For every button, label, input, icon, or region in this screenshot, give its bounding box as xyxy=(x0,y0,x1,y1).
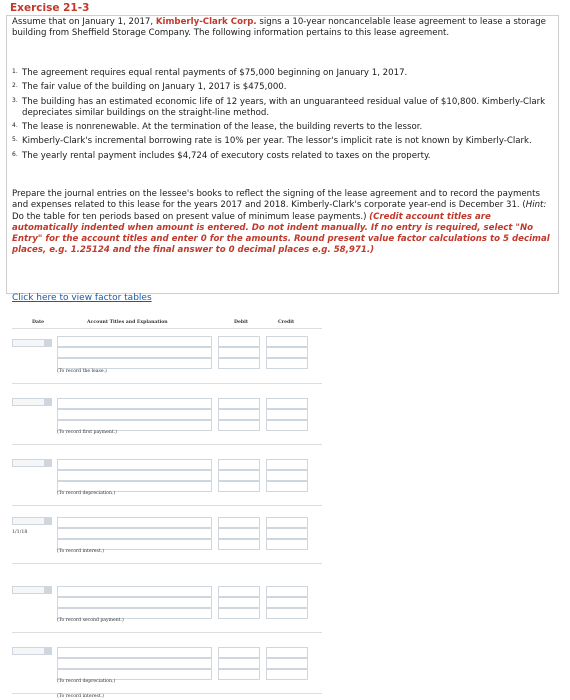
debit-input[interactable] xyxy=(218,586,260,597)
entry-note: (To record second payment.) xyxy=(57,618,124,623)
entry-note: (To record interest.) xyxy=(57,694,104,699)
account-title-input[interactable] xyxy=(57,528,212,539)
company-name: Kimberly-Clark Corp. xyxy=(155,17,257,27)
debit-input[interactable] xyxy=(218,539,260,550)
row-divider xyxy=(12,563,322,564)
debit-input[interactable] xyxy=(218,347,260,358)
row-divider xyxy=(12,505,322,506)
chevron-down-icon xyxy=(44,460,51,466)
debit-input[interactable] xyxy=(218,647,260,658)
account-title-input[interactable] xyxy=(57,336,212,347)
row-divider xyxy=(12,383,322,384)
account-title-input[interactable] xyxy=(57,517,212,528)
credit-input[interactable] xyxy=(266,658,308,669)
list-item: 5. Kimberly-Clark's incremental borrowing rate is 10% per year. The lessor's implicit rate is not known by Kimberly-Clark. xyxy=(12,136,532,147)
row-divider xyxy=(12,444,322,445)
list-item: 3. The building has an estimated economic life of 12 years, with an unguaranteed residual value of $10,800. Kimberly-Clark depreciates similar buildings on the straight-line method. xyxy=(12,96,546,118)
account-title-input[interactable] xyxy=(57,358,212,369)
list-item: 1. The agreement requires equal rental payments of $75,000 beginning on January 1, 2017. xyxy=(12,68,408,78)
credit-input[interactable] xyxy=(266,347,308,358)
account-title-input[interactable] xyxy=(57,398,212,409)
debit-input[interactable] xyxy=(218,528,260,539)
debit-input[interactable] xyxy=(218,597,260,608)
account-title-input[interactable] xyxy=(57,597,212,608)
date-select[interactable] xyxy=(12,647,52,655)
debit-input[interactable] xyxy=(218,658,260,669)
debit-input[interactable] xyxy=(218,669,260,680)
chevron-down-icon xyxy=(44,518,51,524)
date-select[interactable] xyxy=(12,586,52,594)
intro-part2: signs a 10-year noncancelable lease agreement to lease a storage building from Sheffield Storage Company. The following information pertains to this lease agreement. xyxy=(12,17,546,39)
credit-input[interactable] xyxy=(266,528,308,539)
account-title-input[interactable] xyxy=(57,647,212,658)
account-title-input[interactable] xyxy=(57,409,212,420)
debit-input[interactable] xyxy=(218,358,260,369)
exercise-title: Exercise 21-3 xyxy=(10,2,90,14)
debit-input[interactable] xyxy=(218,459,260,470)
credit-input[interactable] xyxy=(266,420,308,431)
debit-input[interactable] xyxy=(218,398,260,409)
entry-note: (To record interest.) xyxy=(57,549,104,554)
factor-tables-link[interactable]: Click here to view factor tables xyxy=(12,293,152,303)
header-divider xyxy=(12,328,322,329)
row-divider xyxy=(12,632,322,633)
entry-note: (To record first payment.) xyxy=(57,430,117,435)
debit-input[interactable] xyxy=(218,608,260,619)
entry-note: (To record the lease.) xyxy=(57,369,107,374)
account-title-input[interactable] xyxy=(57,459,212,470)
credit-input[interactable] xyxy=(266,647,308,658)
account-title-input[interactable] xyxy=(57,347,212,358)
credit-input[interactable] xyxy=(266,481,308,492)
header-account: Account Titles and Explanation xyxy=(87,320,168,325)
credit-input[interactable] xyxy=(266,539,308,550)
debit-input[interactable] xyxy=(218,517,260,528)
credit-input[interactable] xyxy=(266,336,308,347)
date-label: 1/1/18 xyxy=(12,530,28,535)
credit-input[interactable] xyxy=(266,398,308,409)
intro-text xyxy=(12,17,552,40)
header-date: Date xyxy=(32,320,45,325)
lease-info-list xyxy=(12,68,557,165)
debit-input[interactable] xyxy=(218,420,260,431)
list-item: 6. The yearly rental payment includes $4,724 of executory costs related to taxes on the property. xyxy=(12,150,431,161)
debit-input[interactable] xyxy=(218,409,260,420)
credit-input[interactable] xyxy=(266,669,308,680)
hint-label: Hint: xyxy=(525,200,547,211)
credit-input[interactable] xyxy=(266,586,308,597)
credit-input[interactable] xyxy=(266,608,308,619)
debit-input[interactable] xyxy=(218,470,260,481)
credit-input[interactable] xyxy=(266,358,308,369)
date-select[interactable] xyxy=(12,517,52,525)
chevron-down-icon xyxy=(44,399,51,405)
instructions-red: (Credit account titles are automatically indented when amount is entered. Do not indent manually. If no entry is required, select "No Entry" for the account titles and enter 0 for the amounts. Round present value factor calculations to 5 decimal places, e.g. 1.25124 and the final answer to 0 decimal places e.g. 58,971.) xyxy=(12,211,550,256)
entry-note: (To record depreciation.) xyxy=(57,491,116,496)
chevron-down-icon xyxy=(44,587,51,593)
instructions: Prepare the journal entries on the lessee's books to reflect the signing of the lease agreement and to record the payments and expenses related to this lease for the years 2017 and 2018. Kimberly-Clark's corporate year-end is December 31. (Hint: Do the table for ten periods based on present value of minimum lease payments.) (Credit account titles are automatically indented when amount is entered. Do not indent manually. If no entry is required, select "No Entry" for the account titles and enter 0 for the amounts. Round present value factor calculations to 5 decimal places, e.g. 1.25124 and the final answer to 0 decimal places e.g. 58,971.) xyxy=(12,189,550,256)
account-title-input[interactable] xyxy=(57,470,212,481)
credit-input[interactable] xyxy=(266,409,308,420)
credit-input[interactable] xyxy=(266,459,308,470)
header-debit: Debit xyxy=(234,320,248,325)
account-title-input[interactable] xyxy=(57,586,212,597)
date-select[interactable] xyxy=(12,459,52,467)
chevron-down-icon xyxy=(44,340,51,346)
chevron-down-icon xyxy=(44,648,51,654)
list-item: 4. The lease is nonrenewable. At the termination of the lease, the building reverts to the lessor. xyxy=(12,122,423,133)
date-select[interactable] xyxy=(12,339,52,347)
credit-input[interactable] xyxy=(266,597,308,608)
date-select[interactable] xyxy=(12,398,52,406)
debit-input[interactable] xyxy=(218,481,260,492)
account-title-input[interactable] xyxy=(57,658,212,669)
intro-part1: Assume that on January 1, 2017, xyxy=(12,17,156,27)
debit-input[interactable] xyxy=(218,336,260,347)
entry-note: (To record depreciation.) xyxy=(57,679,116,684)
header-credit: Credit xyxy=(278,320,295,325)
list-item: 2. The fair value of the building on January 1, 2017 is $475,000. xyxy=(12,82,287,93)
credit-input[interactable] xyxy=(266,470,308,481)
credit-input[interactable] xyxy=(266,517,308,528)
